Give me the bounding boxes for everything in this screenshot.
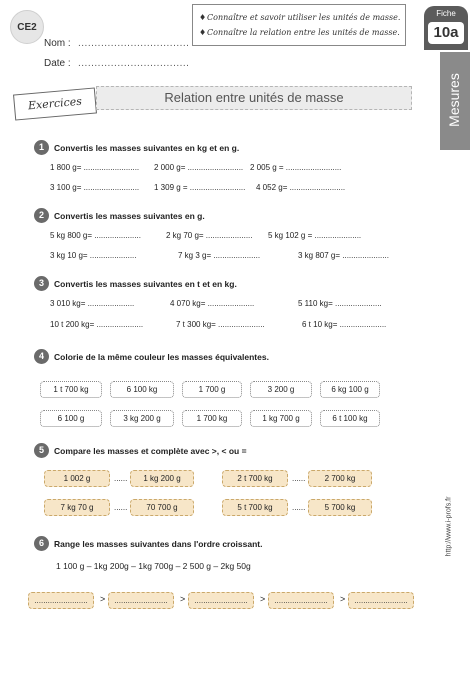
greater-than-symbol: > — [260, 594, 266, 604]
objective-text: Connaître la relation entre les unités de masse. — [207, 28, 400, 37]
conversion-item[interactable]: 5 kg 800 g= ..................... — [50, 231, 141, 240]
exercise-2-instruction: Convertis les masses suivantes en g. — [54, 211, 205, 221]
exercise-5-instruction: Compare les masses et complète avec >, < ou = — [54, 446, 247, 456]
conversion-item[interactable]: 2 000 g= ......................... — [154, 163, 244, 172]
mass-box[interactable]: 3 kg 200 g — [110, 410, 174, 427]
conversion-item[interactable]: 3 010 kg= ..................... — [50, 299, 135, 308]
exercise-number-5: 5 — [34, 443, 49, 458]
conversion-item[interactable]: 7 t 300 kg= ..................... — [176, 320, 265, 329]
level-text: CE2 — [17, 21, 37, 33]
mass-box[interactable]: 3 200 g — [250, 381, 312, 398]
greater-than-symbol: > — [340, 594, 346, 604]
compare-right: 1 kg 200 g — [130, 470, 194, 487]
compare-blank[interactable]: ...... — [114, 474, 128, 483]
compare-left: 5 t 700 kg — [222, 499, 288, 516]
conversion-item[interactable]: 3 kg 10 g= ..................... — [50, 251, 137, 260]
conversion-item[interactable]: 2 005 g = ......................... — [250, 163, 342, 172]
mass-box[interactable]: 6 kg 100 g — [320, 381, 380, 398]
greater-than-symbol: > — [100, 594, 106, 604]
conversion-item[interactable]: 10 t 200 kg= ..................... — [50, 320, 144, 329]
compare-blank[interactable]: ...... — [114, 503, 128, 512]
conversion-item[interactable]: 4 070 kg= ..................... — [170, 299, 255, 308]
objective-item — [199, 25, 399, 40]
conversion-item[interactable]: 3 kg 807 g= ..................... — [298, 251, 389, 260]
fiche-label: Fiche — [436, 9, 456, 18]
conversion-item[interactable]: 3 100 g= ......................... — [50, 183, 140, 192]
mass-box[interactable]: 6 100 kg — [110, 381, 174, 398]
objective-item — [199, 10, 399, 25]
conversion-item[interactable]: 5 kg 102 g = ..................... — [268, 231, 362, 240]
mass-list: 1 100 g – 1kg 200g – 1kg 700g – 2 500 g – 2kg 50g — [56, 561, 251, 571]
conversion-item[interactable]: 7 kg 3 g= ..................... — [178, 251, 261, 260]
mass-box[interactable]: 1 700 g — [182, 381, 242, 398]
website-text: http://www.i-profs.fr — [445, 496, 453, 557]
compare-left: 2 t 700 kg — [222, 470, 288, 487]
compare-right: 5 700 kg — [308, 499, 372, 516]
exercise-number-3: 3 — [34, 276, 49, 291]
order-answer-2[interactable]: ........................ — [108, 592, 174, 609]
mass-box[interactable]: 6 t 100 kg — [320, 410, 380, 427]
mass-box[interactable]: 1 700 kg — [182, 410, 242, 427]
exercise-4-instruction: Colorie de la même couleur les masses équivalentes. — [54, 352, 269, 362]
order-answer-5[interactable]: ........................ — [348, 592, 414, 609]
level-badge — [10, 10, 44, 44]
compare-left: 1 002 g — [44, 470, 110, 487]
objectives-box — [192, 4, 406, 46]
conversion-item[interactable]: 4 052 g= ......................... — [256, 183, 346, 192]
bullet-icon: ♦ — [199, 13, 207, 22]
exercise-6-instruction: Range les masses suivantes dans l'ordre croissant. — [54, 539, 263, 549]
order-answer-1[interactable]: ........................ — [28, 592, 94, 609]
compare-right: 70 700 g — [130, 499, 194, 516]
name-field[interactable]: .................................. — [78, 38, 190, 49]
mass-box[interactable]: 6 100 g — [40, 410, 102, 427]
fiche-number: 10a — [428, 22, 464, 44]
compare-right: 2 700 kg — [308, 470, 372, 487]
greater-than-symbol: > — [180, 594, 186, 604]
date-field[interactable]: .................................. — [78, 58, 190, 69]
conversion-item[interactable]: 6 t 10 kg= ..................... — [302, 320, 387, 329]
mass-box[interactable]: 1 kg 700 g — [250, 410, 312, 427]
mass-box[interactable]: 1 t 700 kg — [40, 381, 102, 398]
exercise-number-1: 1 — [34, 140, 49, 155]
conversion-item[interactable]: 5 110 kg= ..................... — [298, 299, 382, 308]
order-answer-4[interactable]: ........................ — [268, 592, 334, 609]
name-label: Nom : — [44, 38, 71, 49]
website-credit — [442, 480, 456, 580]
conversion-item[interactable]: 1 800 g= ......................... — [50, 163, 140, 172]
bullet-icon: ♦ — [199, 28, 207, 37]
compare-left: 7 kg 70 g — [44, 499, 110, 516]
page-title: Relation entre unités de masse — [164, 90, 344, 105]
subject-label: Mesures — [446, 73, 462, 127]
date-label: Date : — [44, 58, 71, 69]
exercise-1-instruction: Convertis les masses suivantes en kg et en g. — [54, 143, 240, 153]
exercise-number-2: 2 — [34, 208, 49, 223]
compare-blank[interactable]: ...... — [292, 474, 306, 483]
order-answer-3[interactable]: ........................ — [188, 592, 254, 609]
exercise-number-4: 4 — [34, 349, 49, 364]
conversion-item[interactable]: 1 309 g = ......................... — [154, 183, 246, 192]
objective-text: Connaître et savoir utiliser les unités de masse. — [207, 13, 401, 22]
compare-blank[interactable]: ...... — [292, 503, 306, 512]
exercises-tag: Exercices — [13, 87, 97, 120]
exercise-number-6: 6 — [34, 536, 49, 551]
conversion-item[interactable]: 2 kg 70 g= ..................... — [166, 231, 253, 240]
exercise-3-instruction: Convertis les masses suivantes en t et en kg. — [54, 279, 237, 289]
